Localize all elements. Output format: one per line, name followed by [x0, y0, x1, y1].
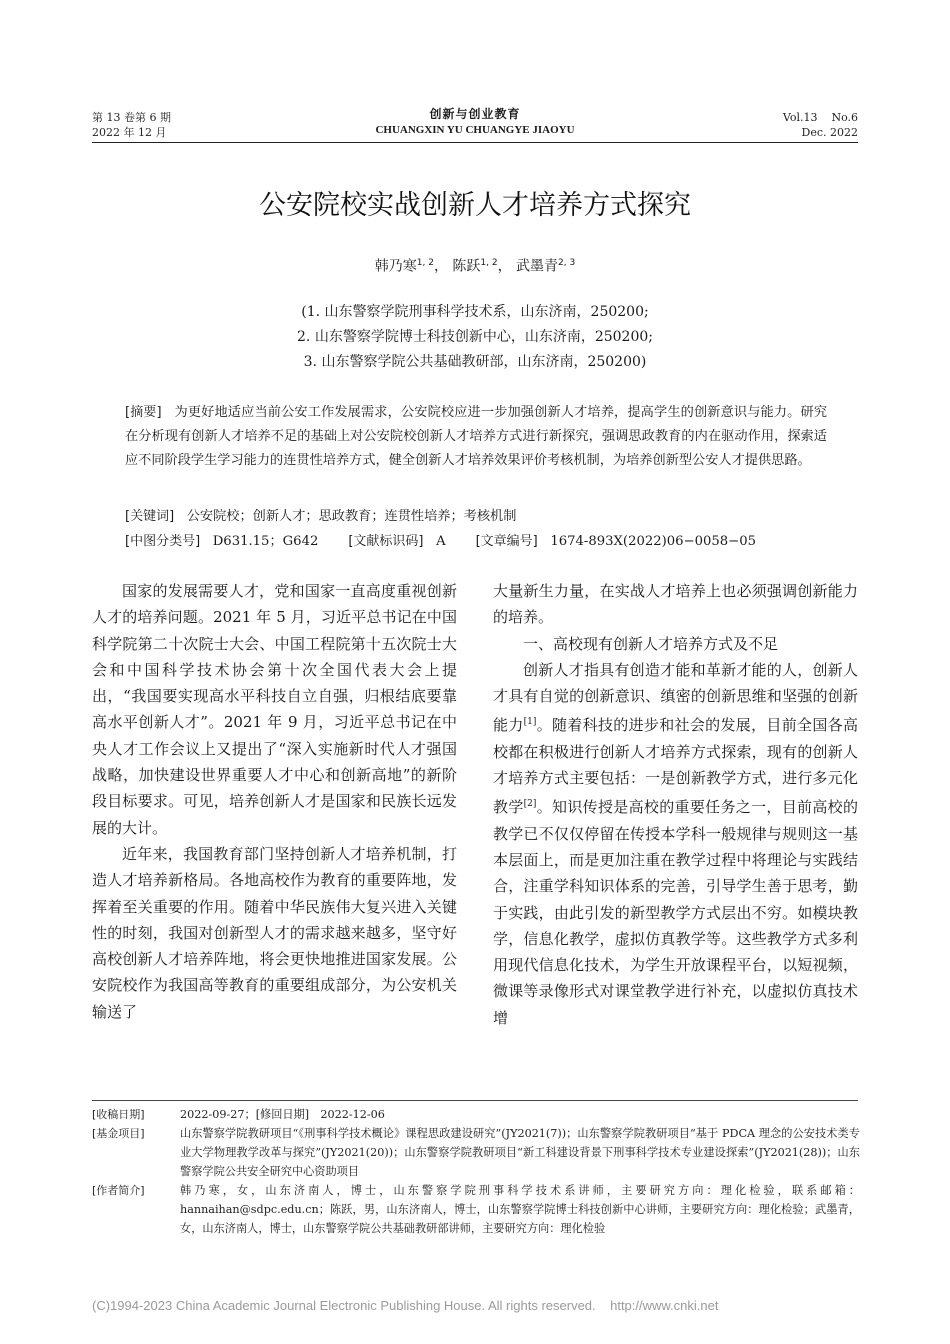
date-en: Dec. 2022: [801, 126, 858, 139]
doc-code-value: A: [436, 534, 446, 549]
author-bio-text: 韩乃寒，女，山东济南人，博士，山东警察学院刑事科学技术系讲师，主要研究方向：理化检验，联系邮箱：hannaihan@sdpc.edu.cn；陈跃，男，山东济南人，博士，山东警察学院博士科技创新中心讲师，主要研究方向：理化检验；武墨青，女，山东济南人，博士，山东警察学院公共基础教研部讲师，主要研究方向：理化检验: [180, 1184, 860, 1235]
footnote-author: [92, 1181, 860, 1238]
body-paragraph-continued: 大量新生力量，在实战人才培养上也必须强调创新能力的培养。: [493, 582, 858, 627]
author-name: 韩乃寒: [374, 258, 417, 275]
body-paragraph: 国家的发展需要人才，党和国家一直高度重视创新人才的培养问题。2021 年 5 月，习近平总书记在中国科学院第二十次院士大会、中国工程院第十五次院士大会和中国科学技术协会第十次全国代表大会上提出，“我国要实现高水平科技自立自强，归根结底要靠高水平创新人才”。2021 年 9 月，习近平总书记在中央人才工作会议上又提出了“深入实施新时代人才强国战略，加快建设世界重要人才中心和创新高地”的新阶段目标要求。可见，培养创新人才是国家和民族长远发展的大计。: [92, 582, 457, 837]
header-center: [300, 107, 650, 138]
header-rule: [92, 142, 858, 143]
body-paragraph: [493, 657, 858, 1031]
body-paragraph: 近年来，我国教育部门坚持创新人才培养机制，打造人才培养新格局。各地高校作为教育的重要阵地，发挥着至关重要的作用。随着中华民族伟大复兴进入关键性的时刻，我国对创新型人才的需求越来越多，坚守好高校创新人才培养阵地，将会更快地推进国家发展。公安院校作为我国高等教育的重要组成部分，为公安机关输送了: [92, 844, 457, 1021]
copyright-notice: (C)1994-2023 China Academic Journal Electronic Publishing House. All rights reserved. http://www.cnki.net: [92, 1298, 719, 1313]
footnote-fund: [92, 1124, 860, 1181]
author-list: [92, 253, 858, 277]
author-affil-sup: 1, 2: [416, 258, 434, 268]
citation-ref: [1]: [523, 717, 537, 728]
header-right: [783, 110, 858, 140]
clc-segment: [125, 530, 318, 554]
paper-title: 公安院校实战创新人才培养方式探究: [259, 190, 691, 221]
date-cn: 2022 年 12 月: [92, 126, 167, 139]
affiliation-line: 3. 山东警察学院公共基础教研部，山东济南，250200): [303, 354, 647, 370]
affiliations: [92, 300, 858, 375]
article-no-segment: [476, 530, 756, 554]
article-no-value: 1674-893X(2022)06−0058−05: [550, 534, 756, 549]
received-label: [收稿日期]: [92, 1108, 145, 1121]
author-name: 陈跃: [452, 258, 481, 275]
abstract-text: 为更好地适应当前公安工作发展需求，公安院校应进一步加强创新人才培养，提高学生的创新意识与能力。研究在分析现有创新人才培养不足的基础上对公安院校创新人才培养方式进行新探究，强调思政教育的内在驱动作用，探索适应不同阶段学生学习能力的连贯性培养方式，健全创新人才培养效果评价考核机制，为培养创新型公安人才提供思路。: [125, 405, 828, 468]
author-affil-sup: 1, 2: [480, 258, 498, 268]
citation-ref: [2]: [523, 799, 537, 810]
keywords-label: [关键词]: [125, 509, 175, 524]
body-column-right: [493, 578, 858, 1031]
abstract: [125, 401, 827, 473]
author-sep: ，: [433, 258, 448, 275]
article-no-label: [文章编号]: [475, 534, 538, 549]
fund-text: 山东警察学院教研项目“《刑事科学技术概论》课程思政建设研究”(JY2021(7))；山东警察学院教研项目“基于 PDCA 理念的公安技术类专业大学物理教学改革与探究”(JY2021(20))；山东警察学院教研项目“新工科建设背景下刑事科学技术专业建设探索”(JY2021(28))；山东警察学院公共安全研究中心资助项目: [180, 1127, 860, 1178]
journal-pinyin: CHUANGXIN YU CHUANGYE JIAOYU: [375, 124, 575, 136]
volume-en: Vol.13 No.6: [782, 111, 858, 124]
footnotes: [92, 1105, 860, 1238]
author-affil-sup: 2, 3: [558, 258, 576, 268]
body-text: 。随着科技的进步和社会的发展，目前全国各高校都在积极进行创新人才培养方式探索，现有的创新人才培养方式主要包括：一是创新教学方式，进行多元化教学: [493, 716, 858, 817]
header-left: [92, 110, 171, 140]
doc-code-segment: [348, 530, 445, 554]
keywords: [125, 505, 827, 529]
affiliation-line: (1. 山东警察学院刑事科学技术系，山东济南，250200;: [301, 304, 649, 320]
fund-label: [基金项目]: [92, 1127, 145, 1140]
clc-label: [中图分类号]: [125, 534, 201, 549]
affiliation-line: 2. 山东警察学院博士科技创新中心，山东济南，250200;: [297, 329, 653, 345]
classification: [125, 530, 827, 554]
journal-logo: 创新与创业教育: [429, 107, 521, 121]
author-bio-label: [作者简介]: [92, 1184, 145, 1197]
clc-value: D631.15；G642: [212, 534, 319, 549]
body-text: 创新人才指具有创造才能和革新才能的人，创新人才具有自觉的创新意识、缜密的创新思维和坚强的创新能力: [493, 660, 858, 735]
author-sep: ，: [497, 258, 512, 275]
footnote-received: [92, 1105, 860, 1124]
body-text: 。知识传授是高校的重要任务之一，目前高校的教学已不仅仅停留在传授本学科一般规律与规则这一基本层面上，而是更加注重在教学过程中将理论与实践结合，注重学科知识体系的完善，引导学生善于思考，勤于实践，由此引发的新型教学方式层出不穷。如模块教学，信息化教学，虚拟仿真教学等。这些教学方式多利用现代信息化技术，为学生开放课程平台，以短视频，微课等录像形式对课堂教学进行补充，以虚拟仿真技术增: [493, 798, 858, 1027]
issue-cn: 第 13 卷第 6 期: [92, 111, 171, 124]
body-column-left: [92, 578, 457, 1025]
keywords-text: 公安院校；创新人才；思政教育；连贯性培养；考核机制: [186, 509, 517, 524]
doc-code-label: [文献标识码]: [348, 534, 424, 549]
footnote-rule: [92, 1100, 858, 1101]
author-name: 武墨青: [516, 258, 559, 275]
received-text: 2022-09-27；[修回日期] 2022-12-06: [180, 1108, 385, 1121]
abstract-label: [摘要]: [125, 405, 162, 420]
section-heading: 一、高校现有创新人才培养方式及不足: [523, 634, 779, 653]
